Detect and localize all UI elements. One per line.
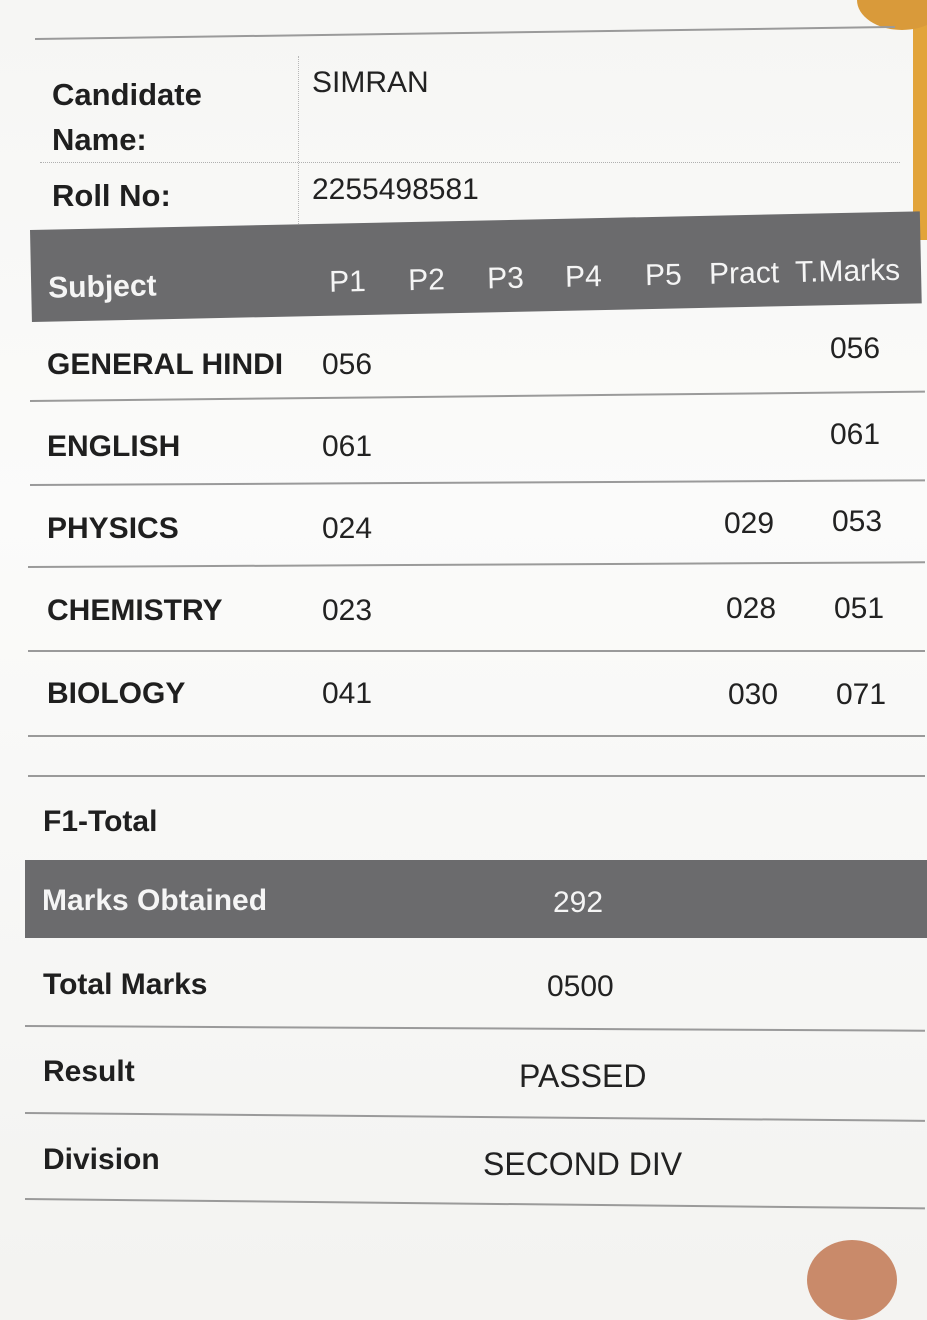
- row-divider: [28, 775, 925, 777]
- row-divider: [30, 391, 925, 402]
- subject-total: 053: [832, 505, 883, 538]
- row-divider: [28, 561, 925, 568]
- subject-p1: 061: [322, 430, 373, 463]
- row-divider: [28, 650, 925, 652]
- result-value: PASSED: [519, 1058, 647, 1094]
- finger-bottom: [807, 1240, 897, 1320]
- result-label: Result: [43, 1055, 135, 1088]
- row-divider: [30, 479, 925, 486]
- subject-pract: 028: [726, 592, 777, 625]
- division-label: Division: [43, 1143, 160, 1176]
- candidate-name-label: Candidate Name:: [52, 77, 202, 157]
- marks-obtained-band: [25, 860, 927, 938]
- subject-p1: 056: [322, 348, 373, 381]
- subject-total: 071: [836, 678, 887, 711]
- division-value: SECOND DIV: [483, 1146, 683, 1182]
- header-p2: P2: [407, 263, 446, 298]
- subject-name: ENGLISH: [47, 430, 181, 463]
- header-pract: Pract: [708, 256, 780, 291]
- subject-name: BIOLOGY: [47, 677, 186, 710]
- subject-header-band: [30, 211, 922, 322]
- row-divider: [28, 735, 925, 737]
- summary-divider: [25, 1112, 925, 1122]
- subject-total: 056: [830, 332, 881, 365]
- summary-divider: [25, 1198, 925, 1209]
- candidate-divider: [298, 56, 299, 226]
- subject-p1: 041: [322, 677, 373, 710]
- header-p5: P5: [644, 258, 683, 293]
- top-border: [35, 26, 895, 40]
- header-subject: Subject: [47, 269, 157, 305]
- roll-no-label: Roll No:: [52, 178, 171, 213]
- roll-no-value: 2255498581: [312, 173, 479, 206]
- header-p1: P1: [328, 264, 367, 299]
- subject-name: GENERAL HINDI: [47, 348, 284, 381]
- subject-name: PHYSICS: [47, 512, 179, 545]
- total-marks-value: 0500: [547, 970, 614, 1003]
- header-p3: P3: [486, 261, 525, 296]
- subject-pract: 029: [724, 507, 775, 540]
- subject-total: 051: [834, 592, 885, 625]
- subject-name: CHEMISTRY: [47, 594, 223, 627]
- subject-pract: 030: [728, 678, 779, 711]
- subject-p1: 024: [322, 512, 373, 545]
- header-p4: P4: [564, 260, 603, 294]
- marks-obtained-value: 292: [553, 886, 604, 919]
- summary-divider: [25, 1025, 925, 1032]
- name-separator: [40, 162, 900, 163]
- total-marks-label: Total Marks: [43, 968, 208, 1001]
- header-total-marks: T.Marks: [794, 253, 901, 289]
- subject-total: 061: [830, 418, 881, 451]
- candidate-name-value: SIMRAN: [312, 66, 429, 99]
- background-envelope: [913, 0, 927, 240]
- marks-obtained-label: Marks Obtained: [42, 884, 268, 917]
- subject-p1: 023: [322, 594, 373, 627]
- f1-total-label: F1-Total: [43, 805, 158, 838]
